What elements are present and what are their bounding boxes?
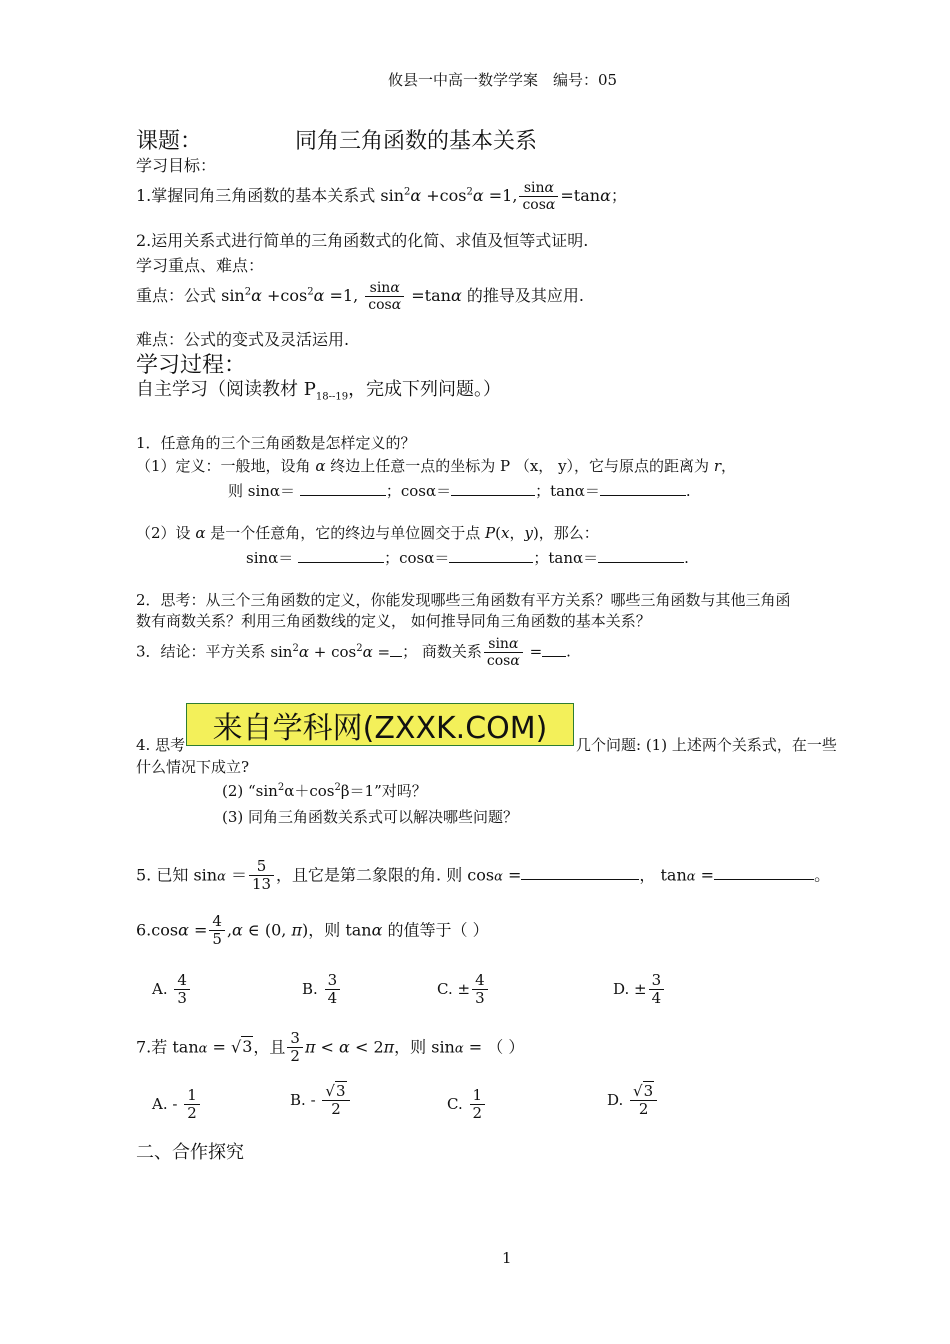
fraction-1-2: $\frac{1}{2}$ bbox=[470, 1087, 486, 1123]
fraction-5-13: $\frac{5}{13}$ bbox=[249, 858, 274, 894]
q6-option-c: C. ± $\frac{4}{3}$ bbox=[437, 972, 490, 1008]
q7-option-c: C. $\frac{1}{2}$ bbox=[447, 1087, 487, 1123]
fraction-4-3: $\frac{4}{3}$ bbox=[174, 972, 190, 1008]
q7-option-d: D. $\frac{√3}{2}$ bbox=[607, 1083, 659, 1119]
q7-option-a: A. - $\frac{1}{2}$ bbox=[152, 1087, 202, 1123]
q4-line2: 什么情况下成立? bbox=[136, 758, 250, 776]
q4-prefix: 4. 思考 bbox=[136, 736, 186, 754]
q1-blanks-1: 则 sinα＝ ；cosα＝ ；tanα＝ . bbox=[228, 482, 691, 500]
fraction-pm-3-4: $\frac{3}{4}$ bbox=[649, 972, 665, 1008]
fraction-sin-cos-3: $\frac{\sin\alpha}{\cos\alpha}$ bbox=[484, 636, 523, 669]
goal-1: 1.掌握同角三角函数的基本关系式 $\sin^2\alpha +\cos^2\alpha =1$, $\frac{\sin\alpha}{\cos\alpha}$ =tanα； bbox=[136, 180, 627, 214]
title-label: 课题： bbox=[136, 129, 203, 154]
q6-option-d: D. ± $\frac{3}{4}$ bbox=[613, 972, 666, 1008]
key-point: 重点：公式 $\sin^2\alpha +\cos^2\alpha =1$, $\frac{\sin\alpha}{\cos\alpha}$ =tanα 的推导及其应用. bbox=[136, 280, 584, 314]
goal-2: 2.运用关系式进行简单的三角函数式的化简、求值及恒等式证明. bbox=[136, 231, 589, 250]
fraction-3-4: $\frac{3}{4}$ bbox=[325, 972, 341, 1008]
header-school: 攸县一中高一数学学案 bbox=[388, 71, 539, 89]
q1-definition: （1）定义：一般地，设角 α 终边上任意一点的坐标为 P （x， y），它与原点的距离为 r， bbox=[136, 457, 737, 475]
q4-suffix: 几个问题: (1) 上述两个关系式，在一些 bbox=[576, 736, 837, 754]
fraction-sqrt3-2: $\frac{√3}{2}$ bbox=[630, 1083, 657, 1119]
section-2-heading: 二、合作探究 bbox=[136, 1142, 244, 1163]
fraction-3-2: $\frac{3}{2}$ bbox=[287, 1030, 303, 1066]
difficult-point: 难点：公式的变式及灵活运用. bbox=[136, 330, 350, 349]
q3-conclusion: 3．结论：平方关系 $\sin^2\alpha + \cos^2\alpha$ = ； 商数关系 $\frac{\sin\alpha}{\cos\alpha}$ = . bbox=[136, 636, 571, 670]
q6: 6.cosα = $\frac{4}{5}$ ,α ∈ (0, π)，则 tanα 的值等于（ ） bbox=[136, 912, 489, 949]
goals-heading: 学习目标： bbox=[136, 156, 217, 175]
q7-option-b: B. - $\frac{√3}{2}$ bbox=[290, 1083, 352, 1119]
q2-line1: 2．思考：从三个三角函数的定义，你能发现哪些三角函数有平方关系？哪些三角函数与其他三角函 bbox=[136, 591, 791, 609]
fraction-pm-4-3: $\frac{4}{3}$ bbox=[472, 972, 488, 1008]
page-title: 同角三角函数的基本关系 bbox=[295, 129, 538, 154]
fraction-sin-cos: $\frac{\sin\alpha}{\cos\alpha}$ bbox=[519, 180, 558, 213]
keypoints-heading: 学习重点、难点： bbox=[136, 256, 265, 275]
q1-title: 1．任意角的三个三角函数是怎样定义的？ bbox=[136, 434, 416, 452]
page-number: 1 bbox=[502, 1249, 512, 1267]
fraction-4-5: $\frac{4}{5}$ bbox=[209, 913, 225, 949]
fraction-sqrt3-2-neg: $\frac{√3}{2}$ bbox=[322, 1083, 349, 1119]
header-number: 编号：05 bbox=[553, 71, 618, 89]
q5: 5. 已知 sinα ＝ $\frac{5}{13}$ ，且它是第二象限的角. 则 cosα = ， tanα = 。 bbox=[136, 857, 831, 894]
q6-option-a: A. $\frac{4}{3}$ bbox=[152, 972, 192, 1008]
self-study: 自主学习（阅读教材 $P_{18--19}$，完成下列问题。） bbox=[136, 379, 502, 403]
fraction-1-2-neg: $\frac{1}{2}$ bbox=[184, 1087, 200, 1123]
q7: 7.若 tanα = √3，且 $\frac{3}{2}$ π < α < 2π，则 sinα = （ ） bbox=[136, 1029, 525, 1066]
q1-blanks-2: sinα＝ ；cosα＝ ；tanα＝ . bbox=[246, 549, 689, 567]
q4-part3: (3) 同角三角函数关系式可以解决哪些问题？ bbox=[222, 808, 519, 826]
fraction-sin-cos-2: $\frac{\sin\alpha}{\cos\alpha}$ bbox=[365, 280, 404, 313]
process-heading: 学习过程： bbox=[136, 353, 247, 378]
watermark-logo: 来自学科网(ZXXK.COM) bbox=[186, 703, 574, 746]
q1-part2: （2）设 α 是一个任意角，它的终边与单位圆交于点 P(x，y)，那么： bbox=[136, 524, 599, 542]
q2-line2: 数有商数关系？利用三角函数线的定义， 如何推导同角三角函数的基本关系？ bbox=[136, 612, 651, 630]
q6-option-b: B. $\frac{3}{4}$ bbox=[302, 972, 342, 1008]
q4-part2: (2) “$\sin^2\alpha+\cos^2\beta=1$”对吗？ bbox=[222, 782, 427, 800]
